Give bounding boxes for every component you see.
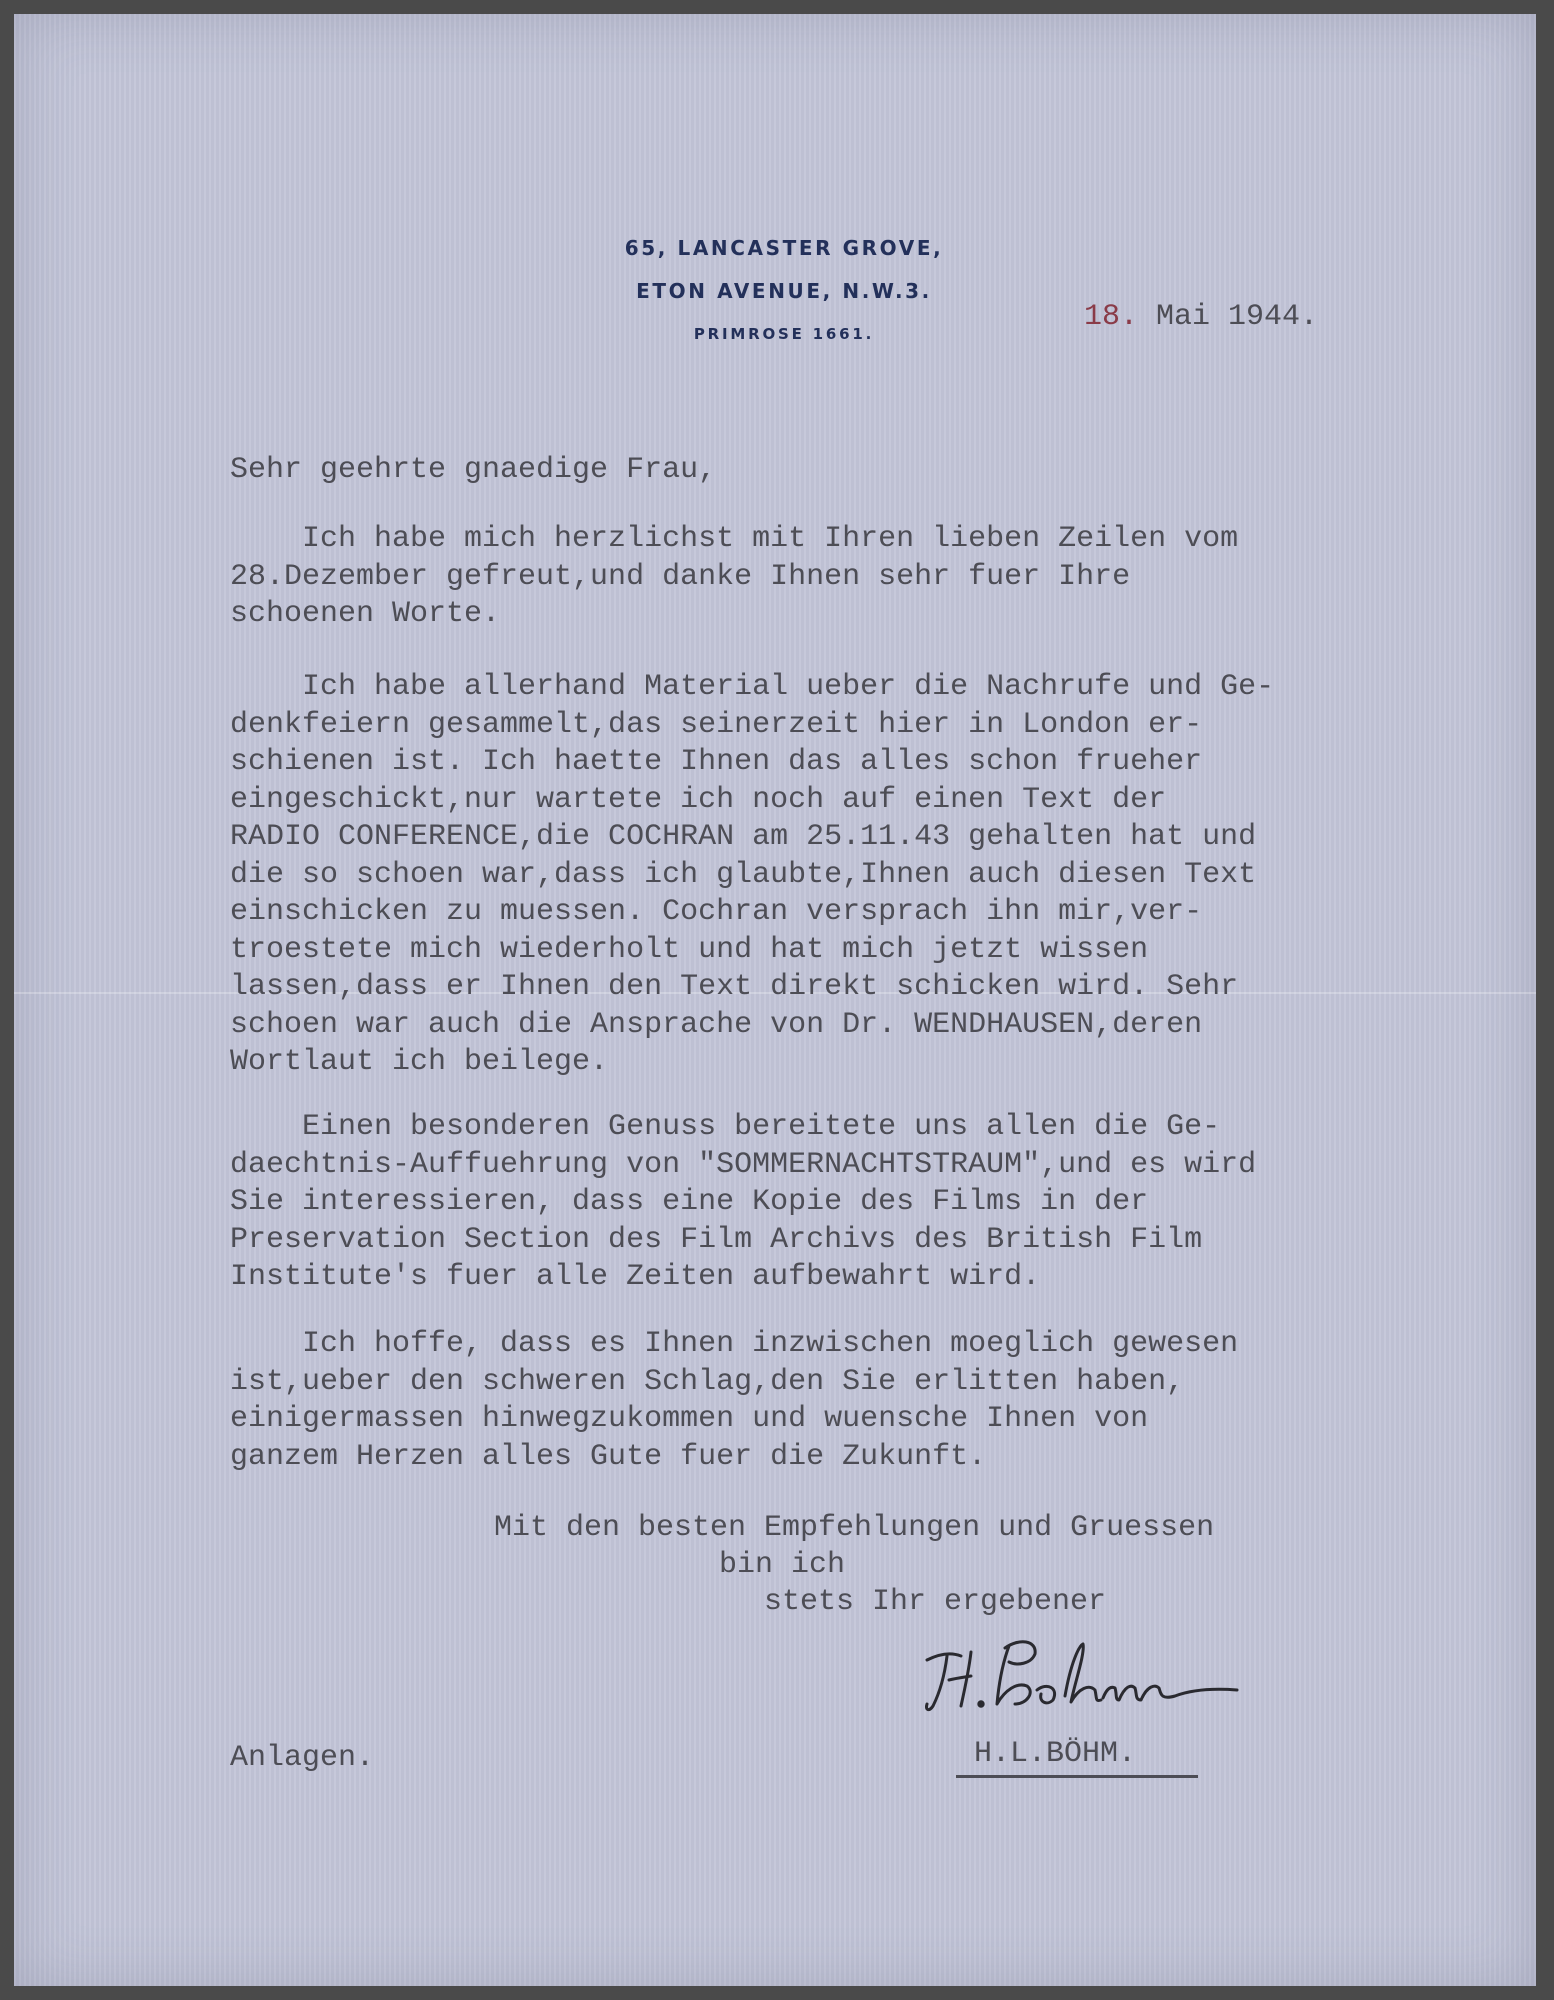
date-month-year: Mai 1944. (1138, 300, 1319, 334)
handwritten-signature (919, 1632, 1249, 1722)
body-paragraph-3: Einen besonderen Genuss bereitete uns allen die Ge- daechtnis-Auffuehrung von "SOMMERNACHTSTRAUM",und es wird Sie interessieren, dass eine Kopie des Films in der Preservation Section des Film Archivs des British Film Institute's fuer alle Zeiten aufbewahrt wird. (230, 1110, 1257, 1294)
letter-date (1084, 299, 1318, 337)
closing-line-3: stets Ihr ergebener (764, 1585, 1107, 1619)
salutation: Sehr geehrte gnaedige Frau, (230, 453, 717, 487)
enclosures-note: Anlagen. (230, 1741, 375, 1775)
body-paragraph-1: Ich habe mich herzlichst mit Ihren lieben Zeilen vom 28.Dezember gefreut,und danke Ihnen sehr fuer Ihre schoenen Worte. (230, 522, 1239, 631)
typed-sender-name: H.L.BÖHM. (974, 1737, 1137, 1771)
letter-page (14, 14, 1536, 1986)
closing-line-2: bin ich (719, 1548, 846, 1582)
name-underline (956, 1775, 1198, 1778)
letterhead-address-line-1: 65, LANCASTER GROVE, (624, 236, 944, 260)
body-paragraph-4: Ich hoffe, dass es Ihnen inzwischen moeglich gewesen ist,ueber den schweren Schlag,den Sie erlitten haben, einigermassen hinwegzukommen und wuensche Ihnen von ganzem Herzen alles Gute fuer die Zukunft. (230, 1327, 1239, 1474)
letterhead-phone: PRIMROSE 1661. (693, 325, 875, 343)
date-day: 18. (1084, 300, 1139, 334)
letterhead-address-line-2: ETON AVENUE, N.W.3. (636, 279, 932, 303)
body-paragraph-2: Ich habe allerhand Material ueber die Nachrufe und Ge- denkfeiern gesammelt,das seinerzeit hier in London er- schienen ist. Ich haette Ihnen das alles schon frueher eingeschickt,nur wartete ich noch auf einen Text der RADIO CONFERENCE,die COCHRAN am 25.11.43 gehalten hat und die so schoen war,dass ich glaubte,Ihnen auch diesen Text einschicken zu muessen. Cochran versprach ihn mir,ver- troestete mich wiederholt und hat mich jetzt wissen lassen,dass er Ihnen den Text direkt schicken wird. Sehr schoen war auch die Ansprache von Dr. WENDHAUSEN,deren Wortlaut ich beilege. (230, 670, 1275, 1079)
closing-line-1: Mit den besten Empfehlungen und Gruessen (494, 1511, 1215, 1545)
